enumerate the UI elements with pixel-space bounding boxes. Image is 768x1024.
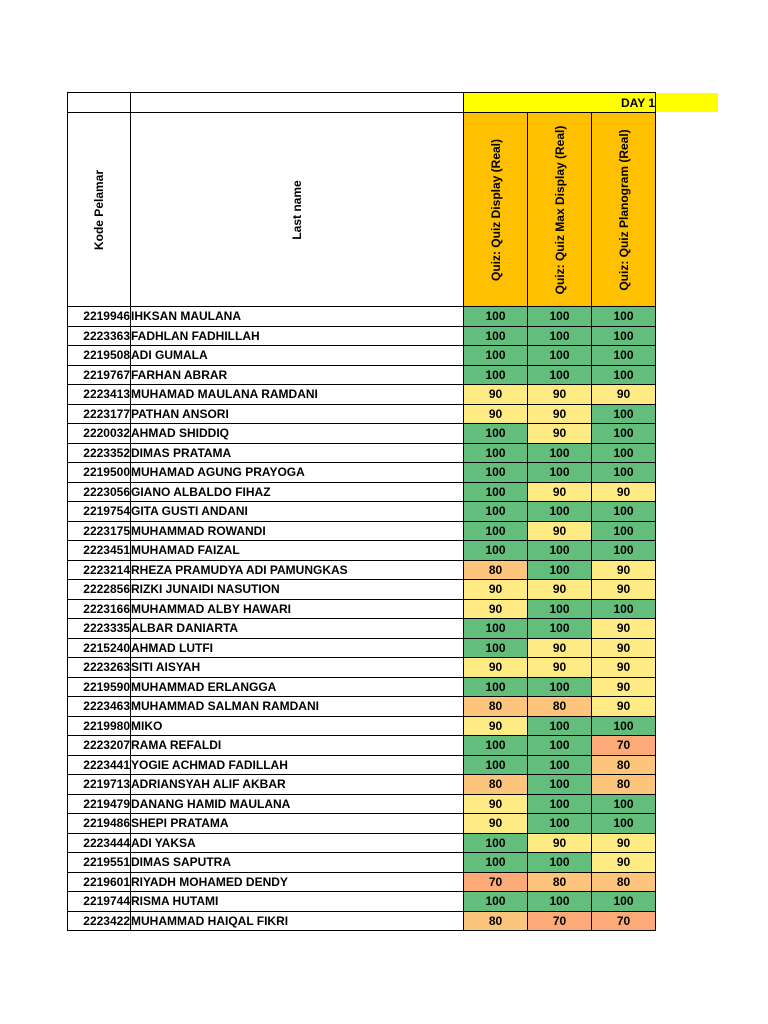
- table-row: [68, 580, 656, 600]
- table-row: [68, 833, 656, 853]
- quiz-planogram-score-cell[interactable]: 90: [592, 482, 656, 502]
- kode-pelamar-cell[interactable]: 2223207: [68, 736, 131, 756]
- quiz-planogram-score-cell[interactable]: 100: [592, 794, 656, 814]
- quiz-planogram-score-cell[interactable]: 80: [592, 872, 656, 892]
- quiz-display-score-cell[interactable]: 100: [464, 638, 528, 658]
- quiz-planogram-score-cell[interactable]: 100: [592, 365, 656, 385]
- quiz-display-score-cell[interactable]: 100: [464, 892, 528, 912]
- table-row: [68, 658, 656, 678]
- quiz-display-score-cell[interactable]: 90: [464, 716, 528, 736]
- table-row: [68, 385, 656, 405]
- kode-pelamar-cell[interactable]: 2219590: [68, 677, 131, 697]
- blank-cell[interactable]: [68, 93, 131, 113]
- quiz-planogram-score-cell[interactable]: 70: [592, 736, 656, 756]
- quiz-max-display-score-cell[interactable]: 90: [528, 638, 592, 658]
- quiz-display-score-cell[interactable]: 80: [464, 911, 528, 931]
- last-name-cell[interactable]: MUHAMMAD ERLANGGA: [131, 677, 464, 697]
- quiz-max-display-score-cell[interactable]: 90: [528, 424, 592, 444]
- quiz-display-score-cell[interactable]: 80: [464, 697, 528, 717]
- last-name-cell[interactable]: SITI AISYAH: [131, 658, 464, 678]
- quiz-max-display-score-cell[interactable]: 100: [528, 892, 592, 912]
- quiz-max-display-score-cell[interactable]: 100: [528, 346, 592, 366]
- quiz-planogram-score-cell[interactable]: 90: [592, 560, 656, 580]
- table-row: [68, 755, 656, 775]
- quiz-planogram-score-cell[interactable]: 80: [592, 755, 656, 775]
- last-name-cell[interactable]: PATHAN ANSORI: [131, 404, 464, 424]
- kode-pelamar-cell[interactable]: 2219508: [68, 346, 131, 366]
- quiz-display-score-cell[interactable]: 80: [464, 775, 528, 795]
- last-name-cell[interactable]: RHEZA PRAMUDYA ADI PAMUNGKAS: [131, 560, 464, 580]
- table-row: [68, 307, 656, 327]
- header-last-name-label: Last name: [290, 179, 304, 240]
- quiz-display-score-cell[interactable]: 100: [464, 541, 528, 561]
- header-quiz-planogram[interactable]: [592, 113, 656, 307]
- quiz-display-score-cell[interactable]: 80: [464, 560, 528, 580]
- quiz-max-display-score-cell[interactable]: 100: [528, 599, 592, 619]
- table-row: [68, 677, 656, 697]
- quiz-display-score-cell[interactable]: 100: [464, 424, 528, 444]
- last-name-cell[interactable]: MUHAMAD MAULANA RAMDANI: [131, 385, 464, 405]
- kode-pelamar-cell[interactable]: 2222856: [68, 580, 131, 600]
- last-name-cell[interactable]: ADI YAKSA: [131, 833, 464, 853]
- kode-pelamar-cell[interactable]: 2219754: [68, 502, 131, 522]
- table-row: [68, 560, 656, 580]
- last-name-cell[interactable]: YOGIE ACHMAD FADILLAH: [131, 755, 464, 775]
- kode-pelamar-cell[interactable]: 2219946: [68, 307, 131, 327]
- header-last-name[interactable]: [131, 113, 464, 307]
- quiz-planogram-score-cell[interactable]: 90: [592, 385, 656, 405]
- quiz-display-score-cell[interactable]: 100: [464, 307, 528, 327]
- quiz-planogram-score-cell[interactable]: 100: [592, 541, 656, 561]
- kode-pelamar-cell[interactable]: 2223441: [68, 755, 131, 775]
- table-row: [68, 463, 656, 483]
- header-quiz-display[interactable]: [464, 113, 528, 307]
- quiz-max-display-score-cell[interactable]: 80: [528, 872, 592, 892]
- quiz-planogram-score-cell[interactable]: 100: [592, 502, 656, 522]
- quiz-max-display-score-cell[interactable]: 90: [528, 482, 592, 502]
- last-name-cell[interactable]: ALBAR DANIARTA: [131, 619, 464, 639]
- quiz-max-display-score-cell[interactable]: 100: [528, 326, 592, 346]
- quiz-max-display-score-cell[interactable]: 100: [528, 365, 592, 385]
- quiz-planogram-score-cell[interactable]: 100: [592, 521, 656, 541]
- last-name-cell[interactable]: DANANG HAMID MAULANA: [131, 794, 464, 814]
- kode-pelamar-cell[interactable]: 2223413: [68, 385, 131, 405]
- quiz-display-score-cell[interactable]: 100: [464, 463, 528, 483]
- kode-pelamar-cell[interactable]: 2223363: [68, 326, 131, 346]
- quiz-display-score-cell[interactable]: 100: [464, 736, 528, 756]
- quiz-max-display-score-cell[interactable]: 100: [528, 736, 592, 756]
- table-row: [68, 697, 656, 717]
- quiz-display-score-cell[interactable]: 100: [464, 853, 528, 873]
- kode-pelamar-cell[interactable]: 2223056: [68, 482, 131, 502]
- kode-pelamar-cell[interactable]: 2223444: [68, 833, 131, 853]
- table-row: [68, 619, 656, 639]
- last-name-cell[interactable]: RIZKI JUNAIDI NASUTION: [131, 580, 464, 600]
- table-row: [68, 775, 656, 795]
- last-name-cell[interactable]: MUHAMMAD ALBY HAWARI: [131, 599, 464, 619]
- quiz-planogram-score-cell[interactable]: 90: [592, 833, 656, 853]
- table-row: [68, 424, 656, 444]
- last-name-cell[interactable]: ADRIANSYAH ALIF AKBAR: [131, 775, 464, 795]
- quiz-max-display-score-cell[interactable]: 100: [528, 307, 592, 327]
- quiz-max-display-score-cell[interactable]: 100: [528, 775, 592, 795]
- kode-pelamar-cell[interactable]: 2223463: [68, 697, 131, 717]
- table-row: [68, 541, 656, 561]
- kode-pelamar-cell[interactable]: 2219713: [68, 775, 131, 795]
- quiz-max-display-score-cell[interactable]: 100: [528, 443, 592, 463]
- day-label[interactable]: DAY 1: [464, 93, 656, 113]
- kode-pelamar-cell[interactable]: 2219500: [68, 463, 131, 483]
- header-quiz-planogram-label: Quiz: Quiz Planogram (Real): [616, 128, 631, 291]
- last-name-cell[interactable]: DIMAS SAPUTRA: [131, 853, 464, 873]
- quiz-display-score-cell[interactable]: 100: [464, 482, 528, 502]
- quiz-display-score-cell[interactable]: 100: [464, 833, 528, 853]
- quiz-max-display-score-cell[interactable]: 100: [528, 814, 592, 834]
- table-row: [68, 502, 656, 522]
- header-row: [68, 113, 656, 307]
- table-row: [68, 911, 656, 931]
- quiz-max-display-score-cell[interactable]: 90: [528, 404, 592, 424]
- last-name-cell[interactable]: SHEPI PRATAMA: [131, 814, 464, 834]
- table-row: [68, 443, 656, 463]
- last-name-cell[interactable]: GITA GUSTI ANDANI: [131, 502, 464, 522]
- last-name-cell[interactable]: MUHAMMAD SALMAN RAMDANI: [131, 697, 464, 717]
- kode-pelamar-cell[interactable]: 2223352: [68, 443, 131, 463]
- quiz-display-score-cell[interactable]: 90: [464, 794, 528, 814]
- quiz-planogram-score-cell[interactable]: 90: [592, 677, 656, 697]
- quiz-display-score-cell[interactable]: 90: [464, 814, 528, 834]
- quiz-planogram-score-cell[interactable]: 90: [592, 658, 656, 678]
- quiz-display-score-cell[interactable]: 90: [464, 385, 528, 405]
- table-row: [68, 326, 656, 346]
- last-name-cell[interactable]: FADHLAN FADHILLAH: [131, 326, 464, 346]
- table-row: [68, 892, 656, 912]
- quiz-display-score-cell[interactable]: 100: [464, 521, 528, 541]
- table-row: [68, 365, 656, 385]
- table-row: [68, 853, 656, 873]
- last-name-cell[interactable]: MUHAMAD FAIZAL: [131, 541, 464, 561]
- quiz-max-display-score-cell[interactable]: 100: [528, 716, 592, 736]
- kode-pelamar-cell[interactable]: 2219744: [68, 892, 131, 912]
- quiz-planogram-score-cell[interactable]: 100: [592, 346, 656, 366]
- last-name-cell[interactable]: RIYADH MOHAMED DENDY: [131, 872, 464, 892]
- quiz-planogram-score-cell[interactable]: 90: [592, 580, 656, 600]
- quiz-display-score-cell[interactable]: 100: [464, 755, 528, 775]
- kode-pelamar-cell[interactable]: 2223175: [68, 521, 131, 541]
- table-row: [68, 872, 656, 892]
- day-header-fill: [653, 93, 718, 112]
- table-row: [68, 599, 656, 619]
- quiz-display-score-cell[interactable]: 90: [464, 580, 528, 600]
- kode-pelamar-cell[interactable]: 2220032: [68, 424, 131, 444]
- last-name-cell[interactable]: DIMAS PRATAMA: [131, 443, 464, 463]
- quiz-display-score-cell[interactable]: 70: [464, 872, 528, 892]
- kode-pelamar-cell[interactable]: 2219486: [68, 814, 131, 834]
- quiz-planogram-score-cell[interactable]: 80: [592, 775, 656, 795]
- quiz-planogram-score-cell[interactable]: 90: [592, 619, 656, 639]
- header-quiz-max-display[interactable]: [528, 113, 592, 307]
- kode-pelamar-cell[interactable]: 2223451: [68, 541, 131, 561]
- quiz-display-score-cell[interactable]: 100: [464, 326, 528, 346]
- quiz-planogram-score-cell[interactable]: 90: [592, 638, 656, 658]
- quiz-max-display-score-cell[interactable]: 80: [528, 697, 592, 717]
- quiz-planogram-score-cell[interactable]: 100: [592, 424, 656, 444]
- header-quiz-display-label: Quiz: Quiz Display (Real): [488, 138, 503, 281]
- last-name-cell[interactable]: ADI GUMALA: [131, 346, 464, 366]
- kode-pelamar-cell[interactable]: 2219980: [68, 716, 131, 736]
- quiz-max-display-score-cell[interactable]: 100: [528, 502, 592, 522]
- quiz-max-display-score-cell[interactable]: 90: [528, 385, 592, 405]
- quiz-display-score-cell[interactable]: 100: [464, 346, 528, 366]
- table-row: [68, 716, 656, 736]
- quiz-max-display-score-cell[interactable]: 90: [528, 521, 592, 541]
- quiz-max-display-score-cell[interactable]: 90: [528, 580, 592, 600]
- quiz-planogram-score-cell[interactable]: 90: [592, 697, 656, 717]
- kode-pelamar-cell[interactable]: 2219767: [68, 365, 131, 385]
- quiz-display-score-cell[interactable]: 100: [464, 443, 528, 463]
- table-row: [68, 814, 656, 834]
- score-table: [67, 92, 656, 931]
- quiz-display-score-cell[interactable]: 90: [464, 658, 528, 678]
- day-row: [68, 93, 656, 113]
- last-name-cell[interactable]: IHKSAN MAULANA: [131, 307, 464, 327]
- kode-pelamar-cell[interactable]: 2223335: [68, 619, 131, 639]
- kode-pelamar-cell[interactable]: 2223214: [68, 560, 131, 580]
- quiz-planogram-score-cell[interactable]: 100: [592, 404, 656, 424]
- quiz-display-score-cell[interactable]: 100: [464, 502, 528, 522]
- last-name-cell[interactable]: MIKO: [131, 716, 464, 736]
- quiz-max-display-score-cell[interactable]: 100: [528, 853, 592, 873]
- table-row: [68, 794, 656, 814]
- quiz-max-display-score-cell[interactable]: 100: [528, 619, 592, 639]
- last-name-cell[interactable]: AHMAD LUTFI: [131, 638, 464, 658]
- table-row: [68, 736, 656, 756]
- last-name-cell[interactable]: RISMA HUTAMI: [131, 892, 464, 912]
- quiz-max-display-score-cell[interactable]: 100: [528, 463, 592, 483]
- quiz-planogram-score-cell[interactable]: 100: [592, 716, 656, 736]
- quiz-display-score-cell[interactable]: 100: [464, 619, 528, 639]
- quiz-planogram-score-cell[interactable]: 100: [592, 443, 656, 463]
- last-name-cell[interactable]: RAMA REFALDI: [131, 736, 464, 756]
- kode-pelamar-cell[interactable]: 2223263: [68, 658, 131, 678]
- quiz-max-display-score-cell[interactable]: 100: [528, 794, 592, 814]
- kode-pelamar-cell[interactable]: 2215240: [68, 638, 131, 658]
- header-quiz-max-display-label: Quiz: Quiz Max Display (Real): [552, 125, 567, 294]
- kode-pelamar-cell[interactable]: 2219551: [68, 853, 131, 873]
- table-row: [68, 346, 656, 366]
- quiz-planogram-score-cell[interactable]: 100: [592, 463, 656, 483]
- kode-pelamar-cell[interactable]: 2219601: [68, 872, 131, 892]
- quiz-max-display-score-cell[interactable]: 90: [528, 833, 592, 853]
- quiz-planogram-score-cell[interactable]: 100: [592, 599, 656, 619]
- blank-cell[interactable]: [131, 93, 464, 113]
- table-row: [68, 404, 656, 424]
- quiz-max-display-score-cell[interactable]: 100: [528, 677, 592, 697]
- quiz-planogram-score-cell[interactable]: 100: [592, 307, 656, 327]
- quiz-max-display-score-cell[interactable]: 70: [528, 911, 592, 931]
- header-kode-pelamar[interactable]: [68, 113, 131, 307]
- table-row: [68, 638, 656, 658]
- last-name-cell[interactable]: MUHAMMAD HAIQAL FIKRI: [131, 911, 464, 931]
- quiz-max-display-score-cell[interactable]: 100: [528, 755, 592, 775]
- quiz-max-display-score-cell[interactable]: 100: [528, 541, 592, 561]
- quiz-planogram-score-cell[interactable]: 90: [592, 853, 656, 873]
- table-row: [68, 482, 656, 502]
- kode-pelamar-cell[interactable]: 2223166: [68, 599, 131, 619]
- quiz-display-score-cell[interactable]: 100: [464, 677, 528, 697]
- quiz-planogram-score-cell[interactable]: 100: [592, 892, 656, 912]
- quiz-display-score-cell[interactable]: 100: [464, 365, 528, 385]
- quiz-planogram-score-cell[interactable]: 70: [592, 911, 656, 931]
- kode-pelamar-cell[interactable]: 2223177: [68, 404, 131, 424]
- quiz-max-display-score-cell[interactable]: 100: [528, 560, 592, 580]
- kode-pelamar-cell[interactable]: 2223422: [68, 911, 131, 931]
- last-name-cell[interactable]: MUHAMMAD ROWANDI: [131, 521, 464, 541]
- table-row: [68, 521, 656, 541]
- kode-pelamar-cell[interactable]: 2219479: [68, 794, 131, 814]
- last-name-cell[interactable]: GIANO ALBALDO FIHAZ: [131, 482, 464, 502]
- quiz-planogram-score-cell[interactable]: 100: [592, 814, 656, 834]
- last-name-cell[interactable]: FARHAN ABRAR: [131, 365, 464, 385]
- header-kode-pelamar-label: Kode Pelamar: [92, 169, 106, 250]
- quiz-planogram-score-cell[interactable]: 100: [592, 326, 656, 346]
- quiz-display-score-cell[interactable]: 90: [464, 404, 528, 424]
- last-name-cell[interactable]: MUHAMAD AGUNG PRAYOGA: [131, 463, 464, 483]
- last-name-cell[interactable]: AHMAD SHIDDIQ: [131, 424, 464, 444]
- quiz-max-display-score-cell[interactable]: 90: [528, 658, 592, 678]
- quiz-display-score-cell[interactable]: 90: [464, 599, 528, 619]
